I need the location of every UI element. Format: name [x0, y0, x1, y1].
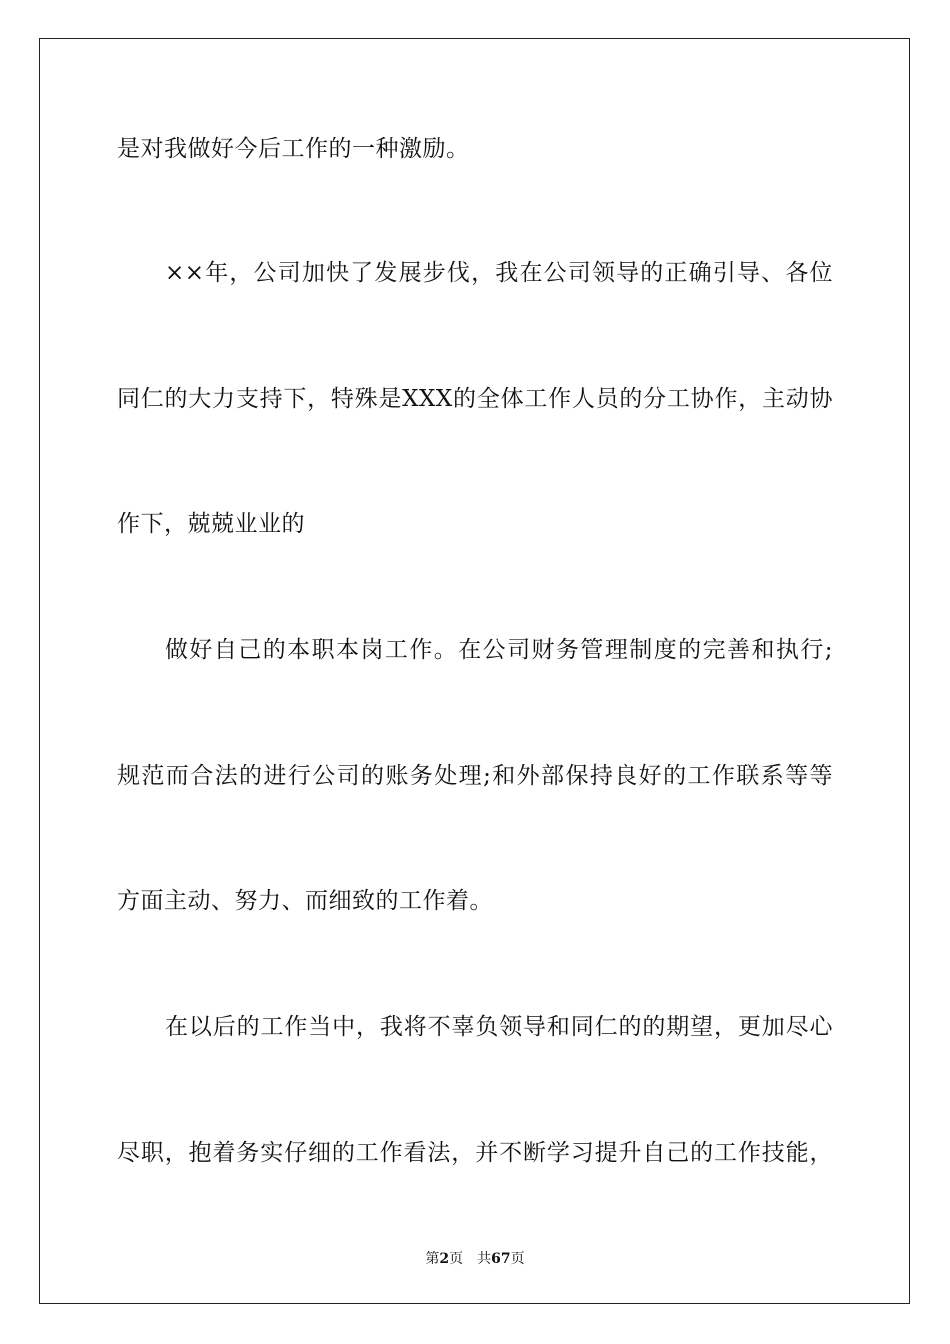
- text-line-3: 同仁的大力支持下，特殊是XXX的全体工作人员的分工协作，主动协: [117, 386, 833, 412]
- page-border: [39, 38, 910, 1304]
- footer-total-pages: 67: [491, 1251, 511, 1267]
- text-line-9: 尽职，抱着务实仔细的工作看法，并不断学习提升自己的工作技能，: [117, 1140, 833, 1166]
- text-line-1: 是对我做好今后工作的一种激励。: [117, 136, 470, 162]
- text-line-6: 规范而合法的进行公司的账务处理;和外部保持良好的工作联系等等: [117, 763, 833, 789]
- footer-page-number: 2: [439, 1251, 450, 1267]
- text-line-5: 做好自己的本职本岗工作。在公司财务管理制度的完善和执行;: [165, 637, 833, 663]
- page-footer: [0, 1248, 950, 1268]
- text-line-2: ××年，公司加快了发展步伐，我在公司领导的正确引导、各位: [165, 260, 833, 286]
- footer-page-suffix: 页: [449, 1251, 464, 1267]
- footer-total-prefix: 共: [477, 1251, 492, 1267]
- text-line-7: 方面主动、努力、而细致的工作着。: [117, 888, 493, 914]
- text-line-8: 在以后的工作当中，我将不辜负领导和同仁的的期望，更加尽心: [165, 1014, 833, 1040]
- text-line-4: 作下，兢兢业业的: [117, 511, 305, 537]
- footer-total-suffix: 页: [510, 1251, 525, 1267]
- footer-page-prefix: 第: [425, 1251, 440, 1267]
